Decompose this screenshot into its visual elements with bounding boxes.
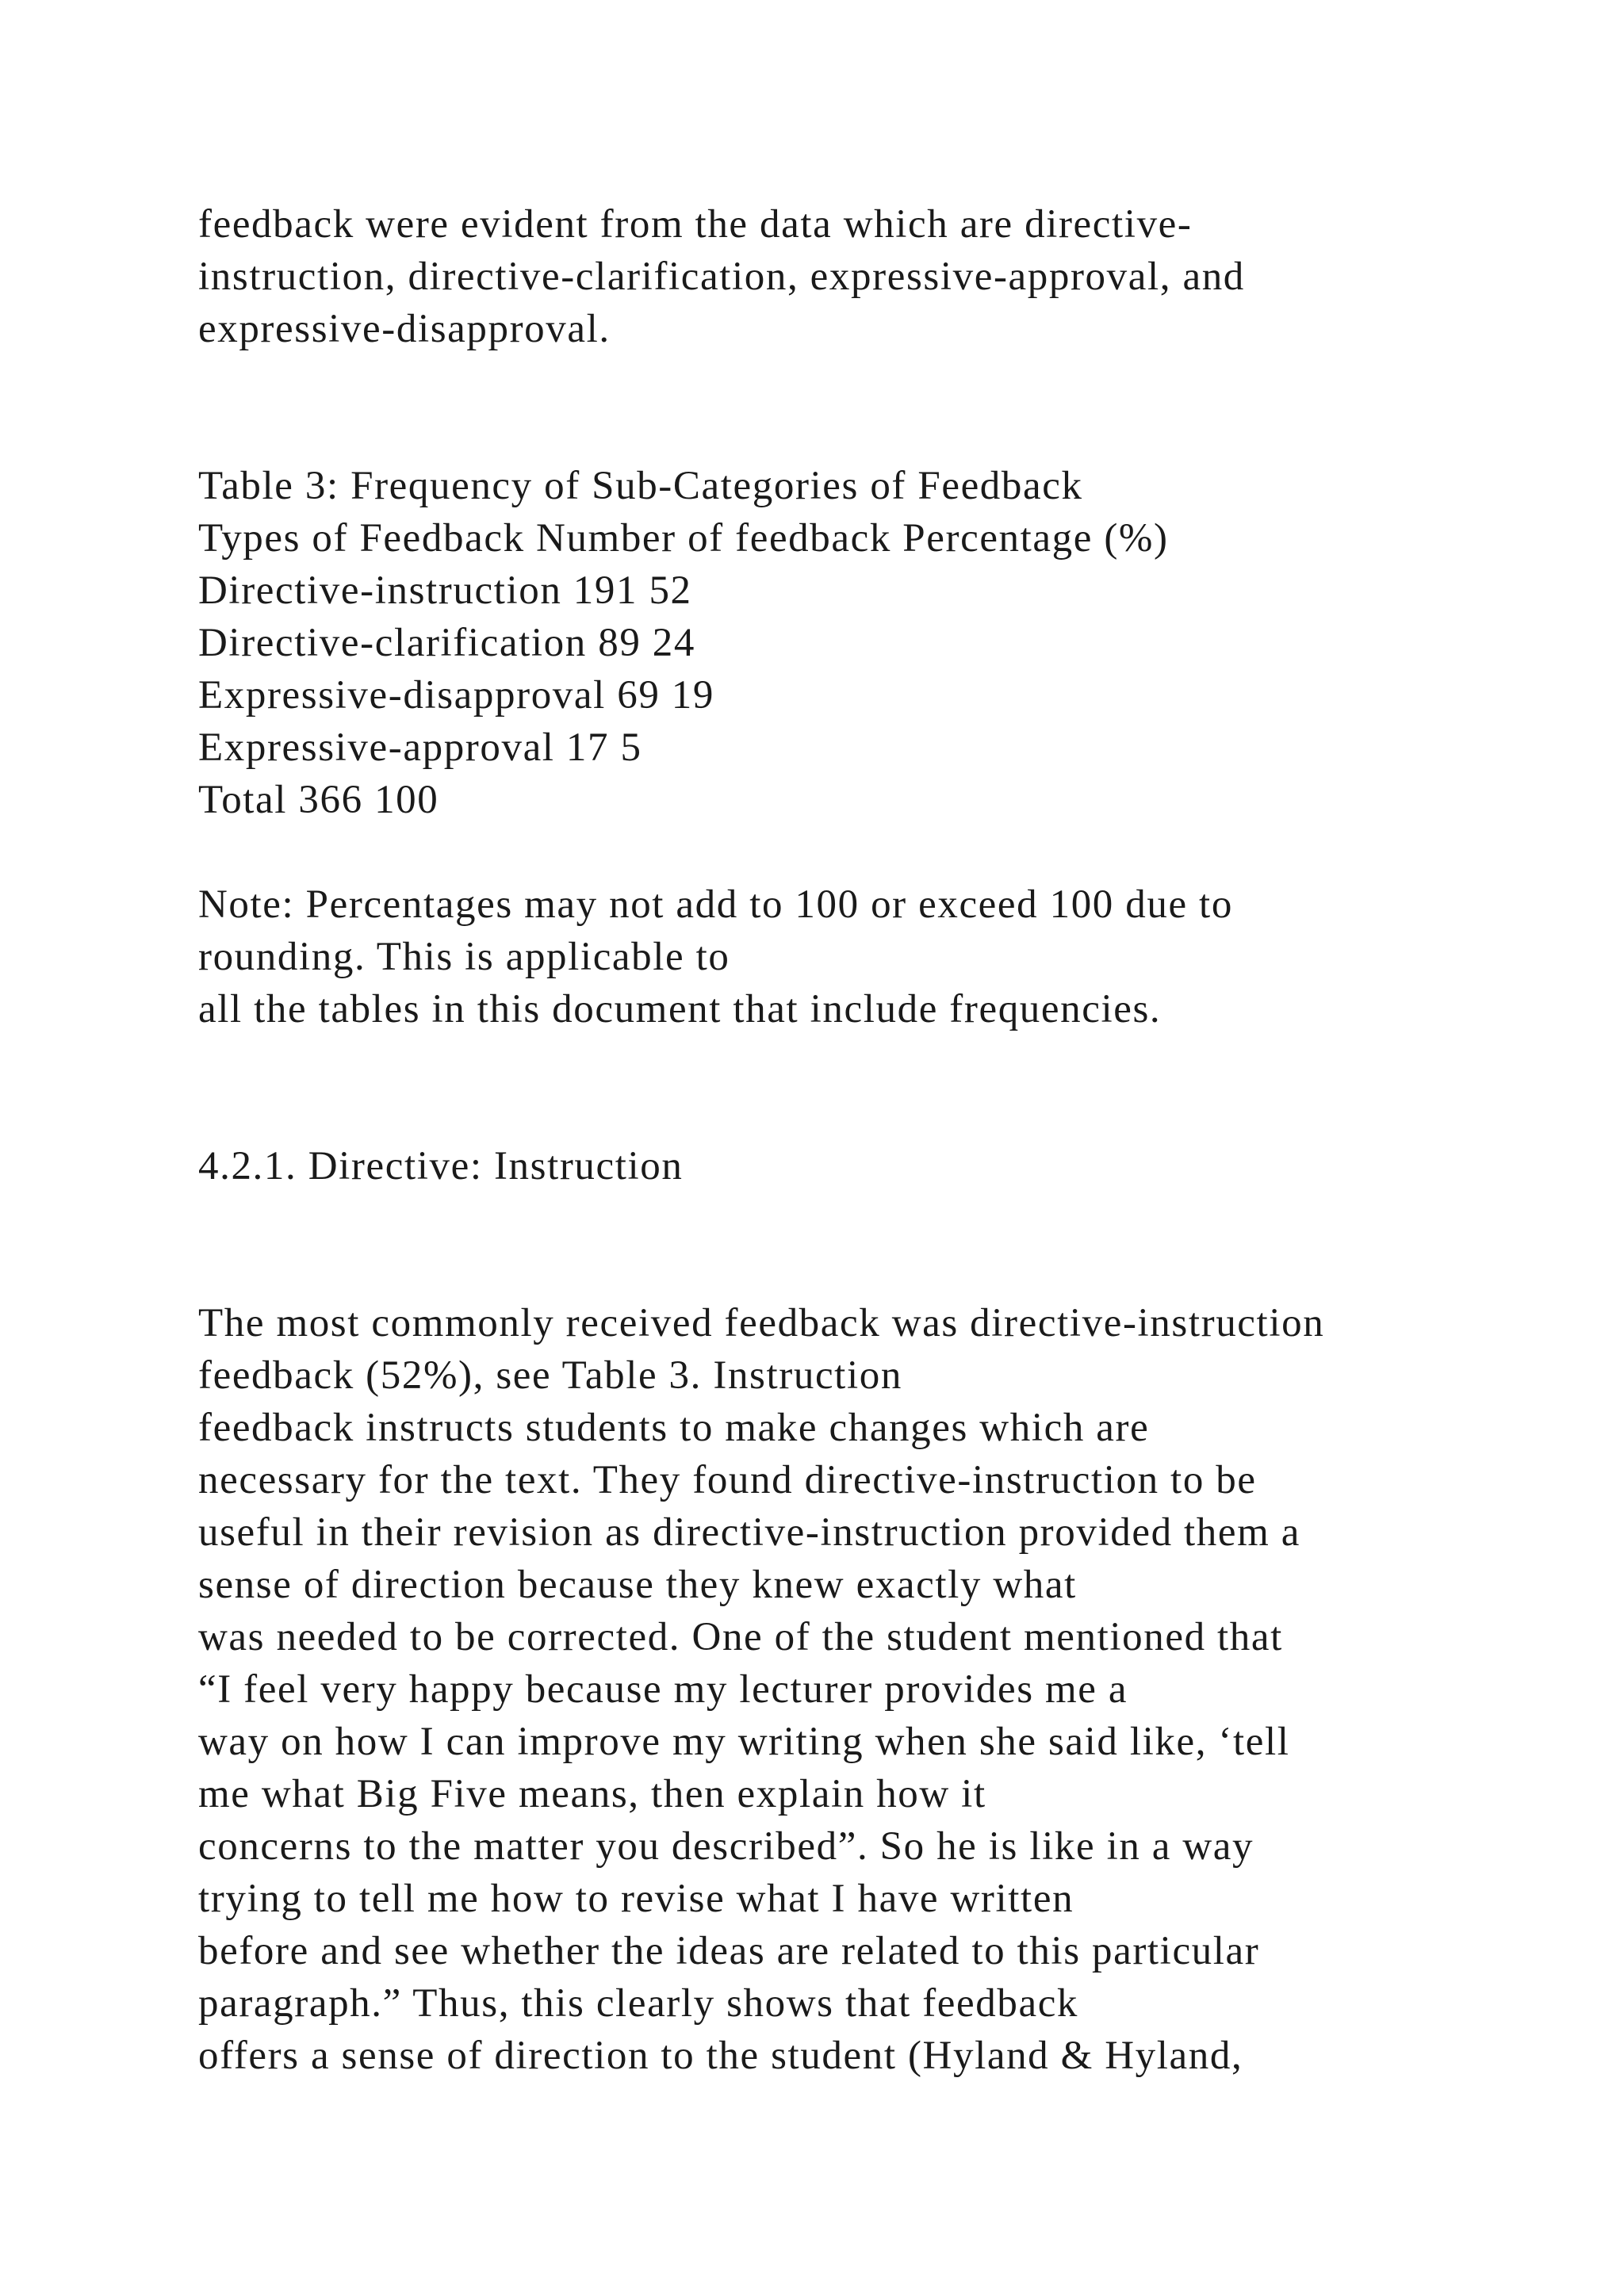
body-line: paragraph.” Thus, this clearly shows that feedback	[198, 1981, 1079, 2026]
table-row: Directive-clarification 89 24	[198, 621, 695, 665]
body-line: was needed to be corrected. One of the student mentioned that	[198, 1615, 1283, 1659]
body-line: useful in their revision as directive-instruction provided them a	[198, 1510, 1300, 1555]
intro-line: expressive-disapproval.	[198, 307, 611, 351]
table-row: Expressive-approval 17 5	[198, 725, 642, 770]
table-note-line: Note: Percentages may not add to 100 or exceed 100 due to	[198, 882, 1233, 927]
table-note-line: all the tables in this document that include frequencies.	[198, 987, 1162, 1031]
body-line: sense of direction because they knew exactly what	[198, 1563, 1077, 1607]
table-note-line: rounding. This is applicable to	[198, 935, 730, 979]
table-total-row: Total 366 100	[198, 778, 439, 822]
body-line: feedback (52%), see Table 3. Instruction	[198, 1353, 902, 1398]
table-caption: Table 3: Frequency of Sub-Categories of Feedback	[198, 464, 1083, 508]
body-line: way on how I can improve my writing when she said like, ‘tell	[198, 1720, 1290, 1764]
body-line: necessary for the text. They found directive-instruction to be	[198, 1458, 1257, 1502]
body-line: The most commonly received feedback was directive-instruction	[198, 1301, 1325, 1345]
section-heading: 4.2.1. Directive: Instruction	[198, 1144, 684, 1188]
table-row: Directive-instruction 191 52	[198, 568, 692, 613]
body-line: feedback instructs students to make changes which are	[198, 1406, 1150, 1450]
body-line: trying to tell me how to revise what I have written	[198, 1877, 1074, 1921]
intro-line: instruction, directive-clarification, expressive-approval, and	[198, 254, 1245, 299]
body-line: me what Big Five means, then explain how it	[198, 1772, 986, 1816]
body-line: “I feel very happy because my lecturer provides me a	[198, 1667, 1128, 1712]
body-line: before and see whether the ideas are related to this particular	[198, 1929, 1260, 1973]
intro-line: feedback were evident from the data which are directive-	[198, 202, 1193, 247]
table-row: Expressive-disapproval 69 19	[198, 673, 714, 718]
body-line: concerns to the matter you described”. So he is like in a way	[198, 1824, 1254, 1869]
body-line: offers a sense of direction to the student (Hyland & Hyland,	[198, 2034, 1243, 2078]
table-header-row: Types of Feedback Number of feedback Percentage (%)	[198, 516, 1169, 561]
